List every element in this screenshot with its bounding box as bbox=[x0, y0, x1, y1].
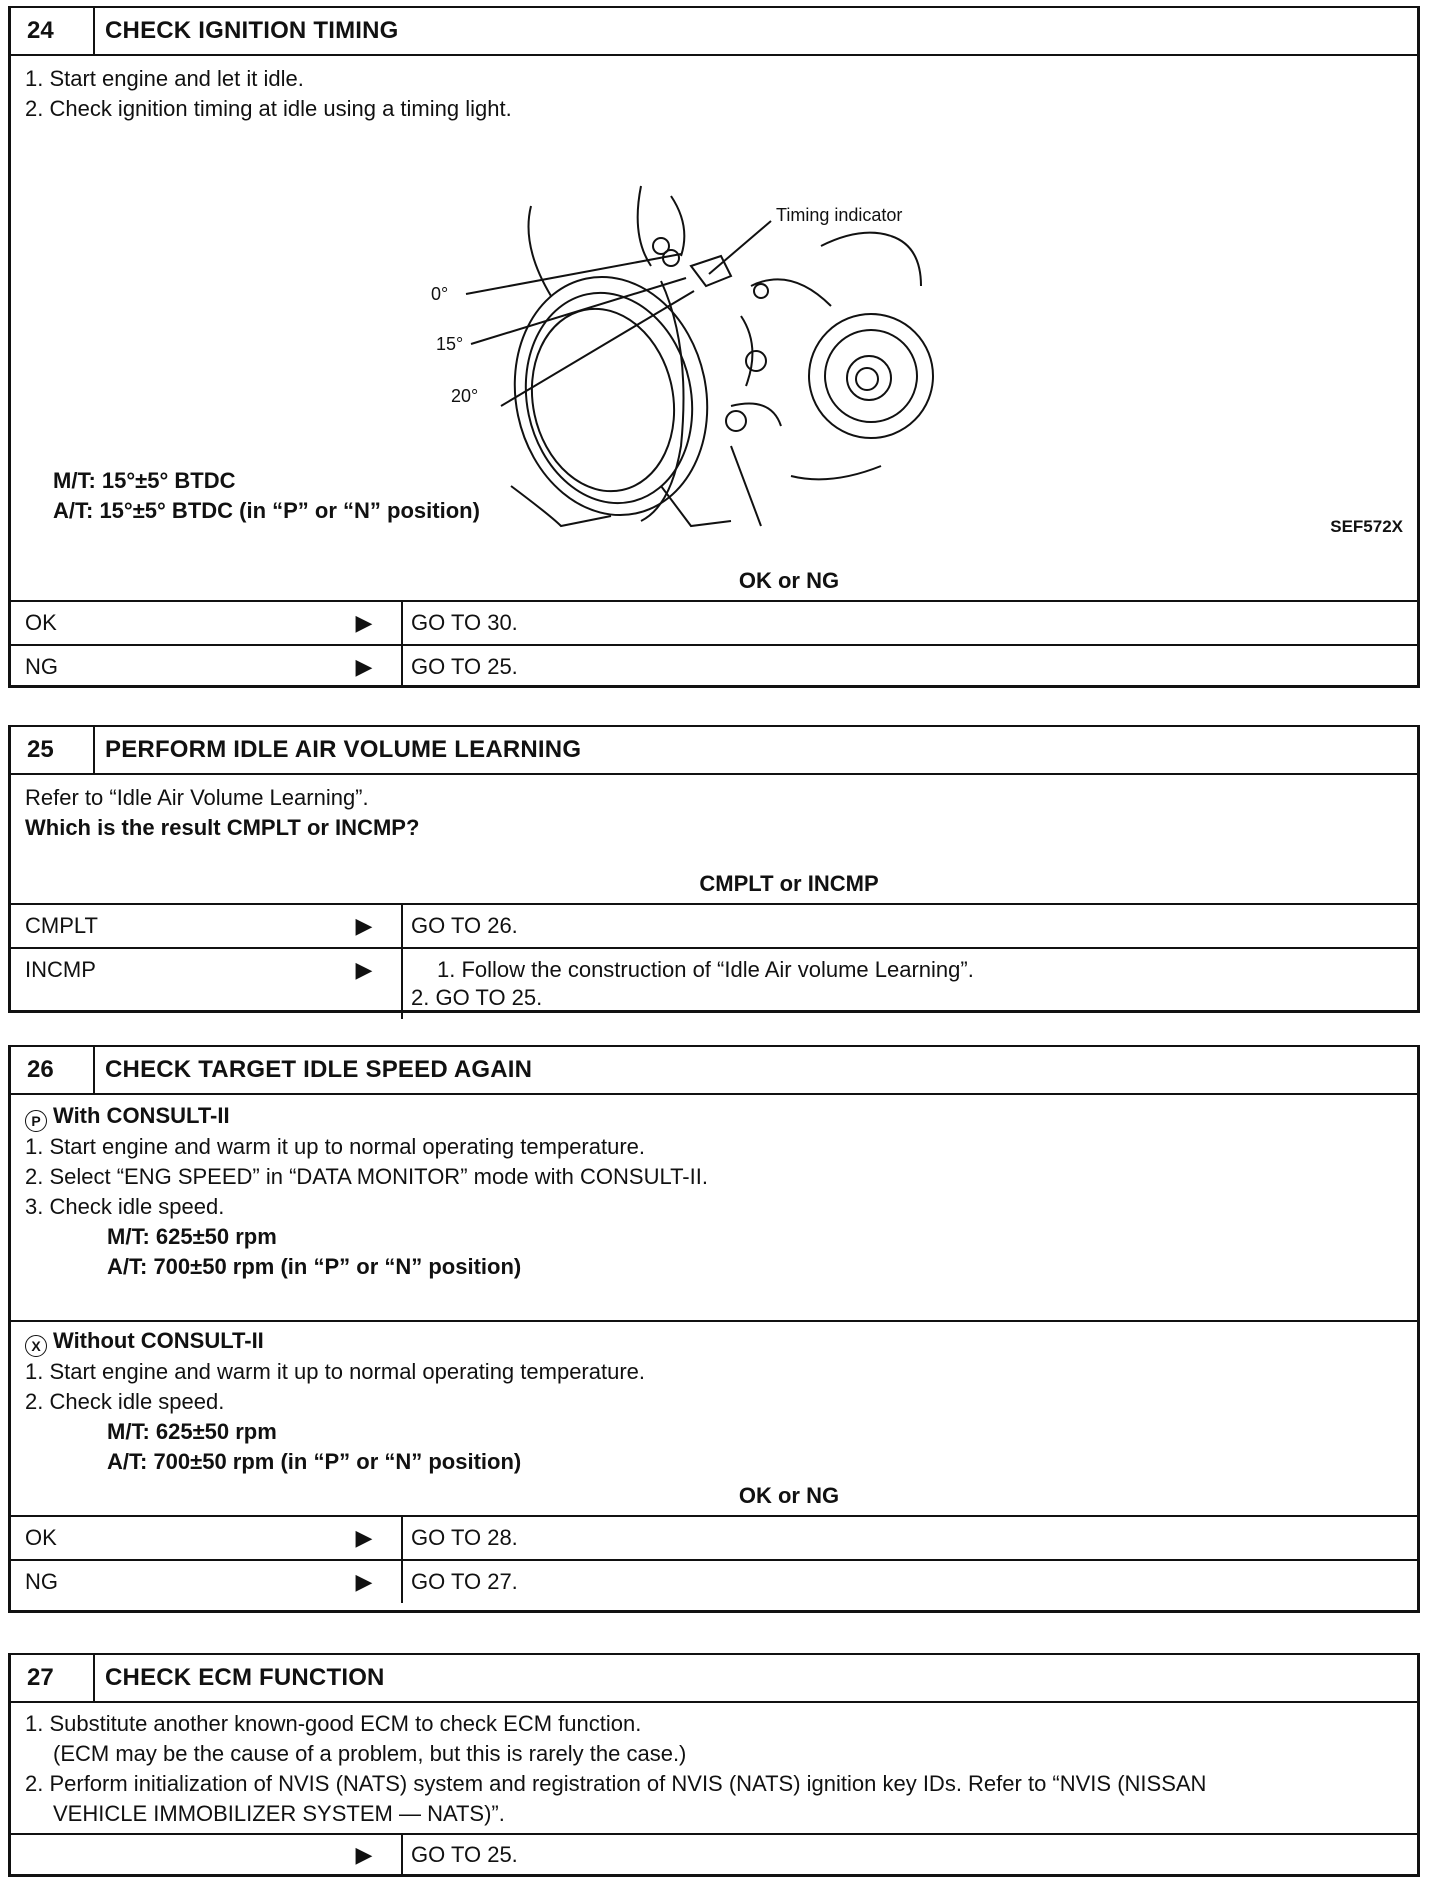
arrow-icon: ▶ bbox=[355, 957, 373, 982]
figure-code: SEF572X bbox=[1330, 517, 1403, 536]
spec-at: A/T: 700±50 rpm (in “P” or “N” position) bbox=[107, 1449, 522, 1474]
result-row-cmplt bbox=[11, 905, 1417, 949]
step-24-block bbox=[8, 6, 1420, 688]
result-row-ok bbox=[11, 602, 1417, 646]
with-consult-heading: P With CONSULT-II bbox=[25, 1101, 1403, 1132]
spec-mt: M/T: 625±50 rpm bbox=[107, 1224, 277, 1249]
instruction-note: (ECM may be the cause of a problem, but this is rarely the case.) bbox=[53, 1741, 687, 1766]
figure-callout: Timing indicator bbox=[776, 205, 903, 225]
no-consult-symbol-icon: X bbox=[25, 1335, 47, 1357]
decision-header: OK or NG bbox=[11, 562, 1417, 602]
instruction-line: 2. Perform initialization of NVIS (NATS) system and registration of NVIS (NATS) ignition key IDs. Refer to “NVIS (NISSAN bbox=[25, 1771, 1207, 1796]
step-24-body bbox=[11, 56, 1417, 562]
instruction-line: 1. Start engine and let it idle. bbox=[25, 66, 304, 91]
result-label: NG bbox=[25, 654, 58, 679]
instruction-line: 2. Select “ENG SPEED” in “DATA MONITOR” mode with CONSULT-II. bbox=[25, 1164, 708, 1189]
step-number: 25 bbox=[11, 727, 95, 773]
consult-symbol-icon: P bbox=[25, 1110, 47, 1132]
step-26-block bbox=[8, 1045, 1420, 1613]
result-label: INCMP bbox=[25, 957, 96, 982]
instruction-line-cont: VEHICLE IMMOBILIZER SYSTEM — NATS)”. bbox=[53, 1801, 505, 1826]
degree-mark-label: 15° bbox=[436, 334, 464, 354]
step-25-body bbox=[11, 775, 1417, 865]
instruction-line: 2. Check idle speed. bbox=[25, 1389, 225, 1414]
result-label bbox=[11, 1835, 327, 1875]
result-label: OK bbox=[25, 1525, 57, 1550]
step-number: 26 bbox=[11, 1047, 95, 1093]
instruction-line: 1. Start engine and warm it up to normal operating temperature. bbox=[25, 1134, 646, 1159]
arrow-icon: ▶ bbox=[355, 610, 373, 635]
step-27-body bbox=[11, 1703, 1417, 1833]
step-number: 27 bbox=[11, 1655, 95, 1701]
spec-mt: M/T: 625±50 rpm bbox=[107, 1419, 277, 1444]
step-24-header bbox=[11, 8, 1417, 56]
result-row-ng bbox=[11, 1561, 1417, 1603]
result-action: GO TO 30. bbox=[411, 610, 518, 635]
result-action: 1. Follow the construction of “Idle Air volume Learning”. bbox=[437, 957, 974, 982]
step-title: CHECK IGNITION TIMING bbox=[105, 17, 399, 44]
result-row-ok bbox=[11, 1517, 1417, 1561]
degree-mark-label: 0° bbox=[431, 284, 449, 304]
spec-at: A/T: 700±50 rpm (in “P” or “N” position) bbox=[107, 1254, 522, 1279]
arrow-icon: ▶ bbox=[355, 1569, 373, 1594]
result-action: GO TO 25. bbox=[411, 654, 518, 679]
result-row bbox=[11, 1835, 1417, 1875]
arrow-icon: ▶ bbox=[355, 1525, 373, 1550]
spec-mt: M/T: 15°±5° BTDC bbox=[53, 468, 236, 493]
step-26-body bbox=[11, 1095, 1417, 1477]
decision-header: OK or NG bbox=[11, 1477, 1417, 1517]
result-action: GO TO 26. bbox=[411, 913, 518, 938]
instruction-line: 2. Check ignition timing at idle using a timing light. bbox=[25, 96, 512, 121]
timing-pulley-illustration bbox=[431, 186, 951, 546]
step-27-header bbox=[11, 1655, 1417, 1703]
step-number: 24 bbox=[11, 8, 95, 54]
arrow-icon: ▶ bbox=[355, 654, 373, 679]
instruction-line: Refer to “Idle Air Volume Learning”. bbox=[25, 785, 369, 810]
instruction-line: 1. Substitute another known-good ECM to check ECM function. bbox=[25, 1711, 642, 1736]
result-action: GO TO 25. bbox=[411, 1842, 518, 1867]
degree-mark-label: 20° bbox=[451, 386, 479, 406]
arrow-icon: ▶ bbox=[355, 1842, 373, 1867]
result-label: CMPLT bbox=[25, 913, 98, 938]
result-label: OK bbox=[25, 610, 57, 635]
result-action: GO TO 27. bbox=[411, 1569, 518, 1594]
result-action: 2. GO TO 25. bbox=[411, 985, 543, 1010]
step-title: PERFORM IDLE AIR VOLUME LEARNING bbox=[105, 736, 582, 763]
decision-header: CMPLT or INCMP bbox=[11, 865, 1417, 905]
arrow-icon: ▶ bbox=[355, 913, 373, 938]
step-title: CHECK TARGET IDLE SPEED AGAIN bbox=[105, 1056, 533, 1083]
spec-at: A/T: 15°±5° BTDC (in “P” or “N” position) bbox=[53, 498, 480, 523]
result-row-ng bbox=[11, 646, 1417, 688]
instruction-line: 1. Start engine and warm it up to normal operating temperature. bbox=[25, 1359, 646, 1384]
result-label: NG bbox=[25, 1569, 58, 1594]
step-26-header bbox=[11, 1047, 1417, 1095]
result-row-incmp bbox=[11, 949, 1417, 1019]
result-action: GO TO 28. bbox=[411, 1525, 518, 1550]
question-line: Which is the result CMPLT or INCMP? bbox=[25, 815, 420, 840]
step-25-block bbox=[8, 725, 1420, 1013]
step-27-block bbox=[8, 1653, 1420, 1877]
step-25-header bbox=[11, 727, 1417, 775]
step-title: CHECK ECM FUNCTION bbox=[105, 1664, 385, 1691]
without-consult-heading: X Without CONSULT-II bbox=[25, 1326, 1403, 1357]
instruction-line: 3. Check idle speed. bbox=[25, 1194, 225, 1219]
